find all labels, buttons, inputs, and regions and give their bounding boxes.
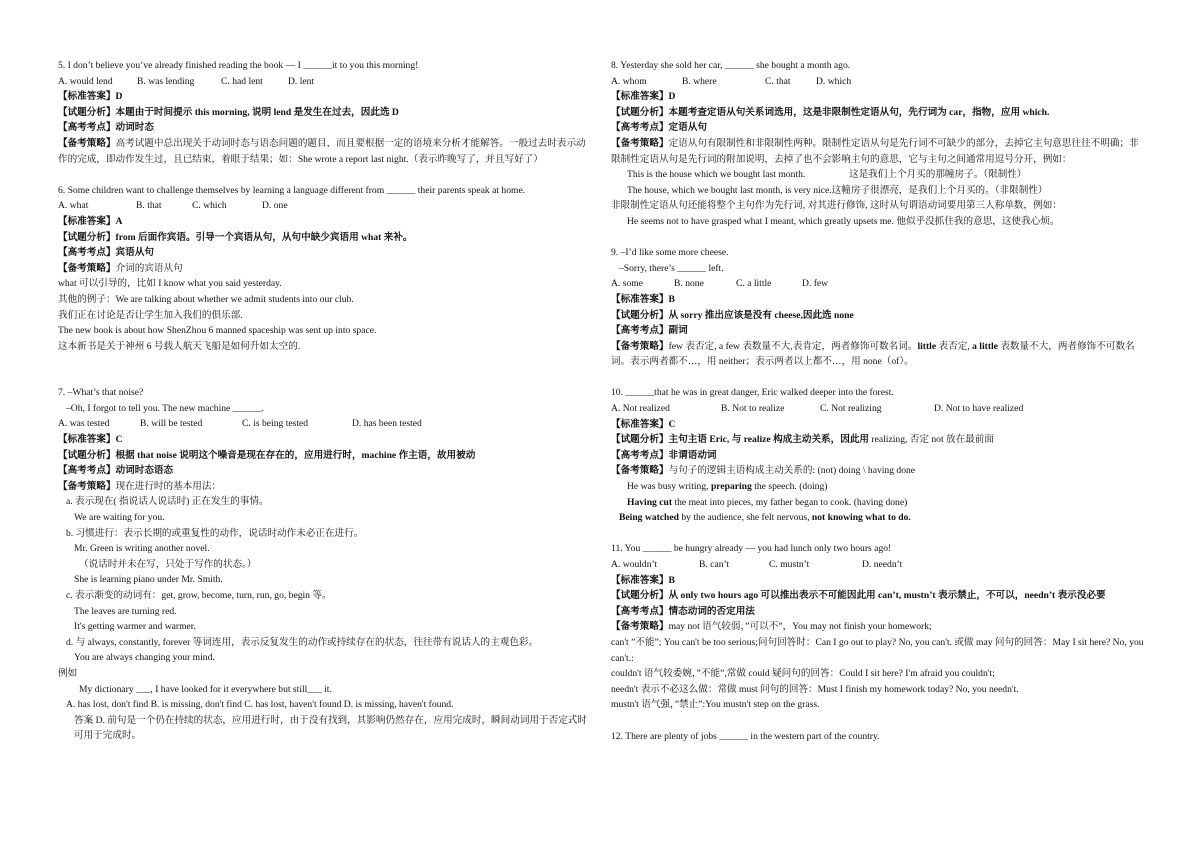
strategy-term: a little [972,340,998,352]
example-line [611,167,1147,183]
strategy-label: 【备考策略】 [611,340,669,352]
option-d: D. Not to have realized [934,403,1024,415]
strategy-label: 【备考策略】 [58,137,116,149]
strategy-line: The leaves are turning red. [74,605,177,617]
standard-answer: 【标准答案】B [611,293,675,305]
option-d: D. few [802,278,829,290]
strategy-line: She is learning piano under Mr. Smith. [74,574,223,586]
option-d: D. needn’t [862,559,903,570]
option-a: A. what [58,200,89,212]
left-column [58,58,591,744]
standard-answer: 【标准答案】D [611,91,676,103]
option-a: A. some [611,278,643,290]
example-line: He seems not to have grasped what I meant, which greatly upsets me. 他似乎没抓住我的意思，这使我心烦。 [627,215,1060,227]
exam-strategy [58,479,591,495]
question-analysis: 【试题分析】从 sorry 推出应该是没有 cheese,因此选 none [611,309,854,321]
strategy-text: may not 语气较弱，”可以不”，You may not finish your homework; [668,621,932,633]
exam-strategy [58,136,591,167]
example-keyword: Being watched [619,512,679,524]
exam-point: 【高考考点】情态动词的否定用法 [611,605,755,617]
answer-options [611,74,1147,90]
option-c: C. had lent [221,75,263,87]
option-a: A. wouldn’t [611,559,658,570]
exam-point: 【高考考点】动词时态 [58,122,154,134]
question-analysis [611,432,1147,448]
example-keyword: Having cut [627,496,673,508]
strategy-line: what 可以引导的，比如 I know what you said yesterday. [58,278,282,290]
example-text: He was busy writing, [627,481,711,493]
question-analysis: 【试题分析】从 only two hours ago 可以推出表示不可能因此用 can’t, mustn’t 表示禁止，不可以，needn’t 表示没必要 [611,590,1106,602]
question-analysis: 【试题分析】根据 that noise 说明这个噪音是现在存在的，应用进行时，machine 作主语，故用被动 [58,449,476,461]
option-d: D. lent [288,75,315,87]
question-stem: 5. I don’t believe you’ve already finished reading the book — I ______it to you this morning! [58,60,419,71]
strategy-line: c. 表示渐变的动词有：get, grow, become, turn, run, go, begin 等。 [66,590,332,601]
question-8 [611,58,1147,230]
strategy-text: 表否定, [936,340,973,352]
strategy-line: You are always changing your mind. [74,652,215,664]
strategy-line: 答案 D. 前句是一个仍在持续的状态，应用进行时，由于没有找到，其影响仍然存在，应用完成时，瞬间动词用于否定式时可用于完成时。 [74,714,587,742]
strategy-line: couldn't 语气较委婉，”不能”,常做 could 疑问句的回答：Could I sit here? I'm afraid you couldn't; [611,668,995,680]
option-b: B. none [674,278,704,290]
example-text: by the audience, she felt nervous, [678,512,812,524]
answer-options [58,416,591,432]
answer-options [611,557,1147,573]
standard-answer: 【标准答案】A [58,215,123,227]
strategy-label: 【备考策略】 [611,137,669,149]
question-stem: 6. Some children want to challenge themselves by learning a language different from ______ their parents speak at home. [58,184,526,196]
strategy-text: few 表否定, a few 表数量不大,表肯定，两者修饰可数名词。 [668,340,918,352]
strategy-line: 我们正在讨论是否让学生加入我们的俱乐部. [58,309,243,321]
option-c: C. mustn’t [769,559,810,570]
option-c: C. which [192,200,227,212]
strategy-line: We are waiting for you. [74,512,165,524]
right-column [611,58,1147,744]
example-line [611,495,1147,511]
question-5 [58,58,591,167]
answer-options [611,401,1147,417]
strategy-text: 表数量不大，两者修饰不可数名词。表示两者都不…，用 neither；表示两者以上都不…，用 none（of）。 [611,340,1135,368]
example-keyword: not knowing what to do. [811,512,911,524]
strategy-label: 【备考策略】 [58,480,116,492]
strategy-line: It's getting warmer and warmer. [74,621,196,633]
analysis-bold: 【试题分析】主句主语 Eric, 与 realize 构成主动关系，因此用 [611,434,870,446]
option-c: C. Not realizing [820,403,882,415]
question-stem-reply: –Oh, I forgot to tell you. The new machine ______. [66,402,264,414]
option-d: D. which [816,75,852,87]
question-stem: 11. You ______ be hungry already — you had lunch only two hours ago! [611,543,892,555]
option-a: A. Not realized [611,403,670,415]
strategy-line: （说话时并未在写，只处于写作的状态。） [79,558,257,570]
example-chinese: 这是我们上个月买的那幢房子。（限制性） [849,169,1027,181]
option-c: C. is being tested [242,418,309,430]
strategy-line: 例如 [58,667,78,679]
exam-point: 【高考考点】定语从句 [611,122,707,134]
strategy-line: mustn't 语气强，”禁止”:You mustn't step on the grass. [611,699,820,711]
example-text: the speech. (doing) [751,481,828,493]
question-6 [58,183,591,355]
exam-point: 【高考考点】副词 [611,325,688,337]
strategy-label: 【备考策略】 [611,621,669,633]
strategy-line: can't ”不能”; You can't be too serious;问句回答时：Can I go out to play? No, you can't. 或做 may 问句的回答：May I sit here? No, you can't.: [611,636,1144,664]
question-10 [611,385,1147,525]
strategy-text: 介词的宾语从句 [115,262,183,274]
strategy-text: 定语从句有限制性和非限制性两种。限制性定语从句是先行词不可缺少的部分，去掉它主句意思往往不明确；非限制性定语从句是先行词的附加说明，去掉了也不会影响主句的意思，它与主句之间通常用逗号分开，例如： [611,137,1139,165]
question-stem-reply: –Sorry, there’s ______ left. [619,262,724,274]
question-stem: 8. Yesterday she sold her car, ______ she bought a month ago. [611,60,851,71]
option-b: B. Not to realize [721,403,785,415]
example-line [611,510,1147,526]
answer-options [58,198,591,214]
example-line [611,479,1147,495]
exam-strategy [611,619,1147,635]
analysis-text: realizing, 否定 not 放在最前面 [869,434,994,446]
question-9 [611,245,1147,370]
exam-strategy [58,261,591,277]
question-analysis: 【试题分析】本题考查定语从句关系词选用，这是非限制性定语从句，先行词为 car，指物，应用 which. [611,106,1050,118]
strategy-label: 【备考策略】 [611,465,669,477]
strategy-label: 【备考策略】 [58,262,116,274]
example-english: This is the house which we bought last month. [627,169,806,181]
question-stem: 10. ______that he was in great danger, Eric walked deeper into the forest. [611,387,894,399]
strategy-text: 与句子的逻辑主语构成主动关系的: (not) doing \ having done [668,465,916,477]
option-b: B. that [136,200,162,212]
option-b: B. where [682,75,717,87]
strategy-text: 高考试题中总出现关于动词时态与语态问题的题目，而且要根据一定的语境来分析才能解答。一般过去时表示动作的完成，即动作发生过，且已结束，着眼于结果；如：She wrote a report last night.（表示昨晚写了，并且写好了） [58,137,586,165]
question-7 [58,385,591,744]
answer-options [58,74,591,90]
exam-point: 【高考考点】动词时态语态 [58,465,174,477]
option-a: A. whom [611,75,647,87]
standard-answer: 【标准答案】C [58,434,123,446]
option-c: C. that [765,75,791,87]
strategy-line: b. 习惯进行：表示长期的或重复性的动作，说话时动作未必正在进行。 [66,527,364,539]
option-c: C. a little [736,278,772,290]
exam-point: 【高考考点】宾语从句 [58,247,154,259]
strategy-line: a. 表示现在( 指说话人说话时) 正在发生的事情。 [66,496,269,508]
strategy-line: needn't 表示不必这么做：常做 must 问句的回答：Must I finish my homework today? No, you needn't. [611,683,1019,695]
strategy-line: 非限制性定语从句还能将整个主句作为先行词, 对其进行修饰, 这时从句谓语动词要用第三人称单数，例如： [611,200,1062,212]
exam-strategy [611,339,1147,370]
question-12 [611,729,1147,745]
example-text: the meat into pieces, my father began to cook. (having done) [672,496,908,508]
standard-answer: 【标准答案】B [611,574,675,586]
option-a: A. would lend [58,75,113,87]
question-stem: 7. –What’s that noise? [58,387,144,399]
strategy-line: 其他的例子：We are talking about whether we admit students into our club. [58,293,354,305]
question-stem: 12. There are plenty of jobs ______ in the western part of the country. [611,730,880,742]
strategy-text: 现在进行时的基本用法： [115,480,222,492]
strategy-line: The new book is about how ShenZhou 6 manned spaceship was sent up into space. [58,325,377,337]
question-stem: 9. –I’d like some more cheese. [611,247,729,259]
exam-strategy [611,136,1147,167]
answer-options [611,276,1147,292]
option-a: A. was tested [58,418,110,430]
strategy-line: My dictionary ___, I have looked for it everywhere but still___ it. [79,683,332,695]
option-b: B. will be tested [140,418,203,430]
strategy-line: A. has lost, don't find B. is missing, don't find C. has lost, haven't found D. is missing, haven't found. [66,699,454,711]
strategy-line: Mr. Green is writing another novel. [74,543,210,555]
strategy-line: 这本新书是关于神州 6 号载人航天飞船是如何升如太空的. [58,340,301,352]
option-d: D. one [262,200,288,212]
strategy-term: little [917,340,937,352]
option-b: B. was lending [137,75,195,87]
example-line: The house, which we bought last month, is very nice.这幢房子很漂亮，是我们上个月买的。（非限制性） [627,184,1048,196]
option-b: B. can’t [699,559,730,570]
question-analysis: 【试题分析】本题由于时间提示 this morning, 说明 lend 是发生在过去，因此选 D [58,106,399,118]
exam-strategy [611,463,1147,479]
option-d: D. has been tested [352,418,422,430]
standard-answer: 【标准答案】C [611,418,676,430]
question-analysis: 【试题分析】from 后面作宾语。引导一个宾语从句，从句中缺少宾语用 what 来补。 [58,231,413,243]
example-keyword: preparing [710,481,752,493]
question-11 [611,541,1147,713]
exam-point: 【高考考点】非谓语动词 [611,449,717,461]
strategy-line: d. 与 always, constantly, forever 等词连用，表示反复发生的动作或持续存在的状态，往往带有说话人的主观色彩。 [66,636,539,648]
standard-answer: 【标准答案】D [58,91,123,103]
